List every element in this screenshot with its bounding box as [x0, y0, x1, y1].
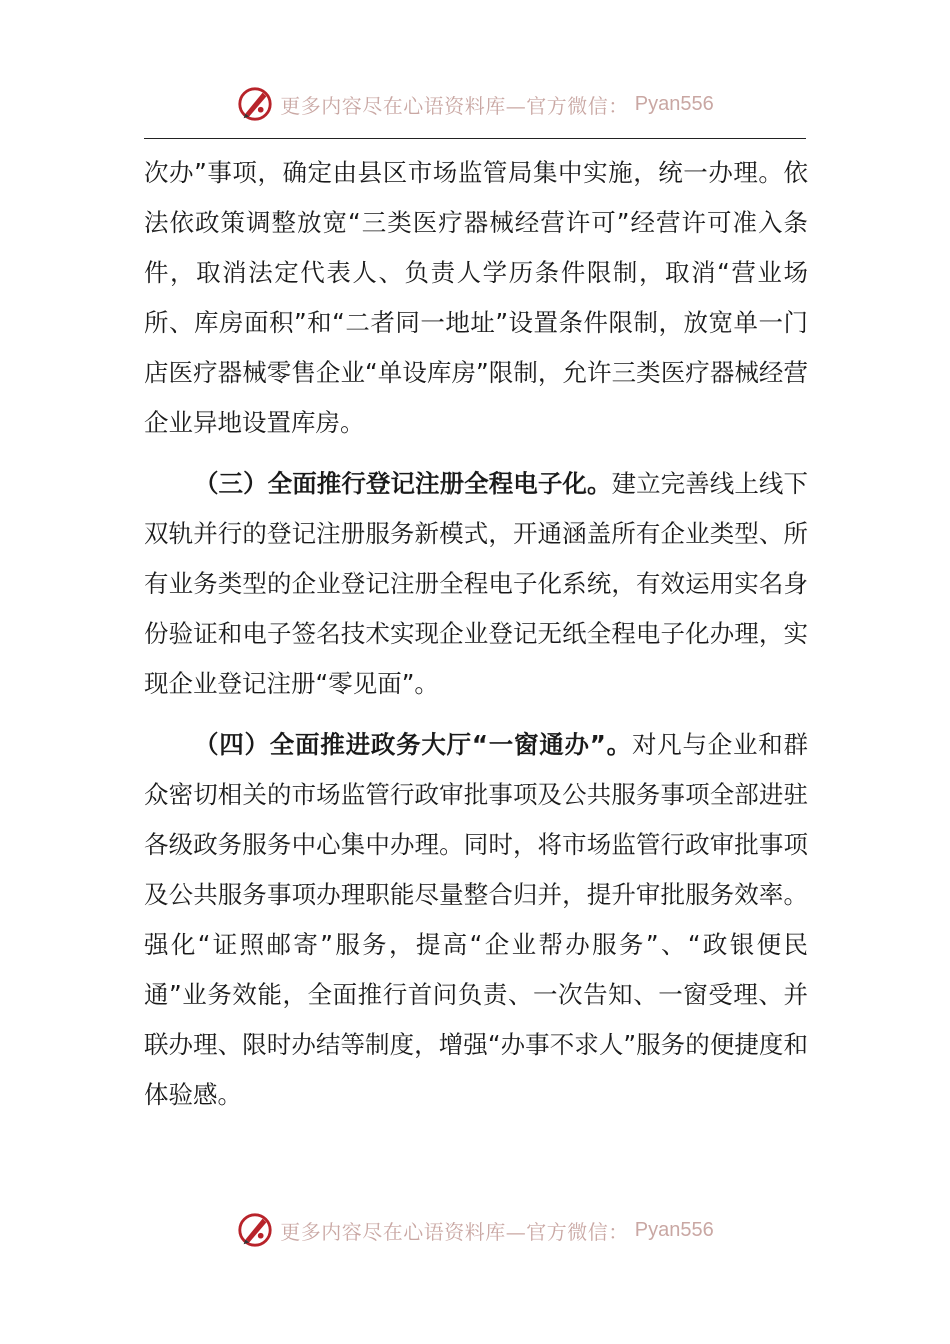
banner-text: 更多内容尽在心语资料库—官方微信：	[280, 1219, 629, 1244]
document-body	[144, 148, 808, 1131]
paragraph-3	[144, 720, 808, 1120]
banner-handle: Pyan556	[634, 92, 714, 115]
paragraph-2-heading: （三）全面推行登记注册全程电子化。	[194, 469, 612, 498]
header-banner	[0, 82, 950, 126]
paragraph-3-text: 对凡与企业和群众密切相关的市场监管行政审批事项及公共服务事项全部进驻各级政务服务中心集中办理。同时，将市场监管行政审批事项及公共服务事项办理职能尽量整合归并，提升审批服务效率。强化“证照邮寄”服务，提高“企业帮办服务”、“政银便民通”业务效能，全面推行首问负责、一次告知、一窗受理、并联办理、限时办结等制度，增强“办事不求人”服务的便捷度和体验感。	[144, 730, 809, 1109]
paragraph-2	[144, 459, 808, 709]
paragraph-2-text: 建立完善线上线下双轨并行的登记注册服务新模式，开通涵盖所有企业类型、所有业务类型的企业登记注册全程电子化系统，有效运用实名身份验证和电子签名技术实现企业登记无纸全程电子化办理，实现企业登记注册“零见面”。	[144, 469, 808, 698]
pen-logo-icon	[236, 1211, 274, 1249]
paragraph-3-heading: （四）全面推进政务大厅“一窗通办”。	[194, 730, 632, 759]
banner-handle: Pyan556	[634, 1218, 714, 1241]
footer-banner	[0, 1208, 950, 1252]
header-divider	[144, 138, 806, 139]
banner-text: 更多内容尽在心语资料库—官方微信：	[280, 93, 629, 118]
pen-logo-icon	[236, 85, 274, 123]
paragraph-1: 次办”事项，确定由县区市场监管局集中实施，统一办理。依法依政策调整放宽“三类医疗器械经营许可”经营许可准入条件，取消法定代表人、负责人学历条件限制，取消“营业场所、库房面积”和“二者同一地址”设置条件限制，放宽单一门店医疗器械零售企业“单设库房”限制，允许三类医疗器械经营企业异地设置库房。	[144, 158, 808, 437]
